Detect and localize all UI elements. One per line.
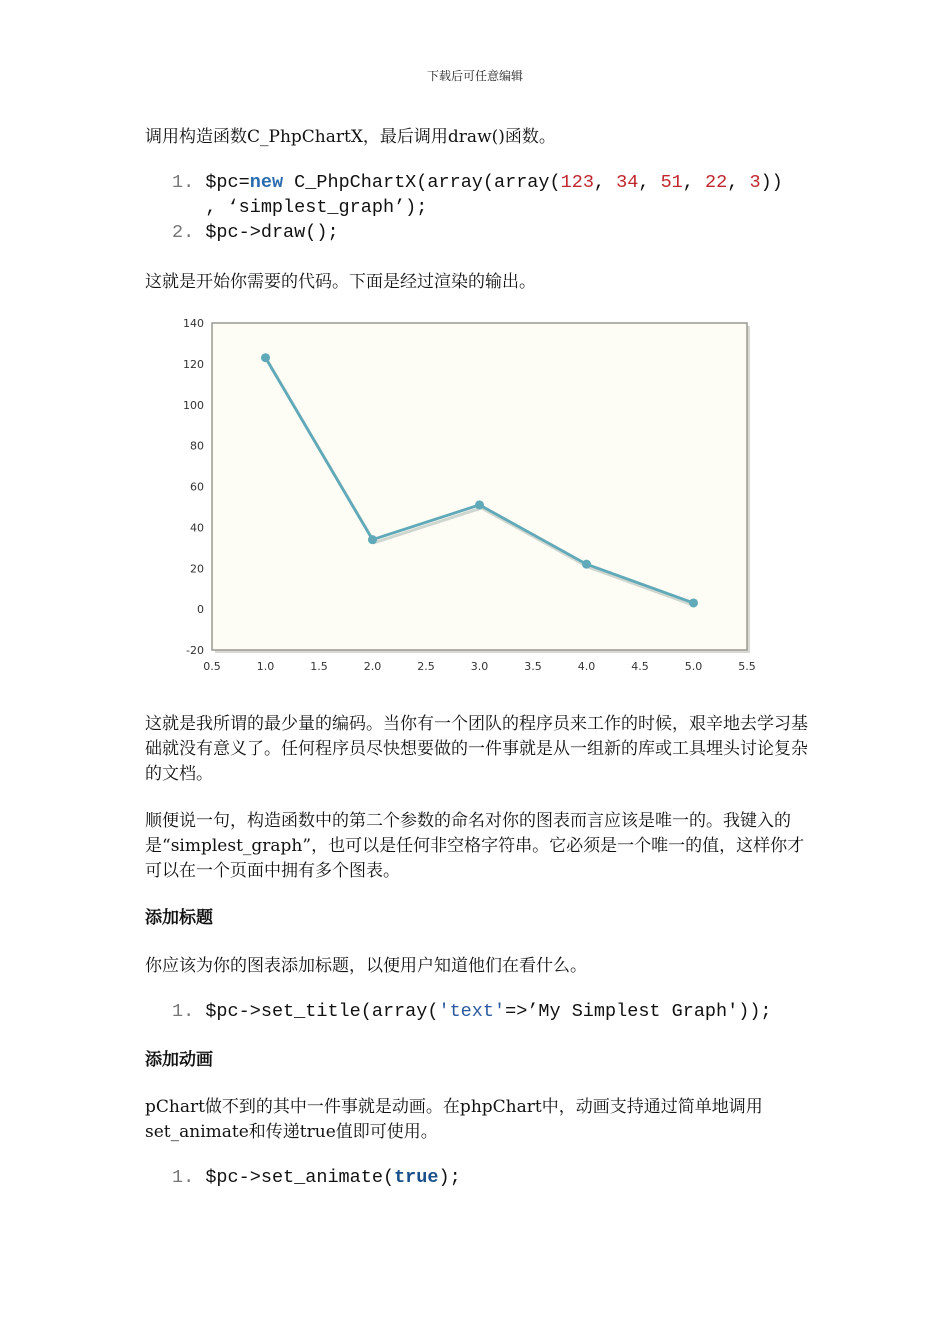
data-point bbox=[475, 500, 484, 509]
x-tick-label: 4.0 bbox=[577, 660, 596, 673]
data-point bbox=[582, 560, 591, 569]
code-token: )) bbox=[760, 172, 783, 193]
code-token: =>’My Simplest Graph')); bbox=[505, 1001, 772, 1022]
x-tick-label: 1.0 bbox=[256, 660, 275, 673]
data-point bbox=[368, 535, 377, 544]
code-block-set-animate bbox=[172, 1165, 812, 1190]
x-tick-label: 5.0 bbox=[684, 660, 703, 673]
y-tick-label: 20 bbox=[190, 562, 204, 576]
y-tick-label: 100 bbox=[183, 398, 204, 412]
line-number: 1. bbox=[172, 1167, 195, 1188]
y-tick-label: 60 bbox=[190, 480, 204, 494]
y-tick-label: 120 bbox=[183, 357, 204, 371]
y-tick-label: -20 bbox=[186, 644, 204, 657]
x-tick-label: 1.5 bbox=[310, 660, 328, 673]
x-tick-label: 0.5 bbox=[203, 660, 221, 673]
y-tick-label: 80 bbox=[190, 439, 204, 453]
y-tick-label: 0 bbox=[197, 603, 204, 617]
x-tick-label: 2.0 bbox=[363, 660, 382, 673]
code-number: 123 bbox=[560, 172, 594, 193]
x-tick-label: 3.0 bbox=[470, 660, 489, 673]
line-number: 1. bbox=[172, 1001, 195, 1022]
code-block-constructor bbox=[172, 170, 812, 245]
page-header: 下载后可任意编辑 bbox=[426, 69, 523, 83]
code-token: , bbox=[682, 172, 706, 193]
paragraph-minimal-code: 这就是我所谓的最少量的编码。当你有一个团队的程序员来工作的时候，艰辛地去学习基础就没有意义了。任何程序员尽快想要做的一件事就是从一组新的库或工具埋头讨论复杂的文档。 bbox=[145, 714, 808, 784]
code-keyword: new bbox=[249, 172, 284, 193]
heading-add-animation: 添加动画 bbox=[145, 1050, 213, 1070]
intro-text: 调用构造函数C_PhpChartX，最后调用draw()函数。 bbox=[145, 127, 556, 147]
code-token: , bbox=[593, 172, 617, 193]
code-token: C_PhpChartX(array(array( bbox=[283, 172, 561, 193]
line-number: 2. bbox=[172, 222, 195, 243]
data-point bbox=[689, 598, 698, 607]
code-number: 34 bbox=[616, 172, 639, 193]
line-chart bbox=[178, 313, 768, 678]
add-animation-text: pChart做不到的其中一件事就是动画。在phpChart中，动画支持通过简单地调用set_animate和传递true值即可使用。 bbox=[145, 1097, 763, 1142]
code-token: ); bbox=[438, 1167, 461, 1188]
line-number: 1. bbox=[172, 172, 195, 193]
code-token: , ‘simplest_graph’); bbox=[205, 197, 428, 218]
add-title-text: 你应该为你的图表添加标题，以便用户知道他们在看什么。 bbox=[145, 956, 587, 976]
code-token: $pc->draw(); bbox=[205, 222, 339, 243]
code-keyword: true bbox=[394, 1167, 439, 1188]
plot-area bbox=[212, 323, 747, 650]
x-tick-label: 3.5 bbox=[524, 660, 542, 673]
code-token: $pc->set_animate( bbox=[205, 1167, 395, 1188]
x-tick-label: 4.5 bbox=[631, 660, 649, 673]
code-number: 22 bbox=[705, 172, 728, 193]
code-string: 'text' bbox=[438, 1001, 506, 1022]
code-number: 3 bbox=[749, 172, 761, 193]
x-tick-label: 2.5 bbox=[417, 660, 435, 673]
heading-add-title: 添加标题 bbox=[145, 908, 213, 928]
y-tick-label: 140 bbox=[183, 317, 204, 330]
paragraph-unique-name: 顺便说一句，构造函数中的第二个参数的命名对你的图表而言应该是唯一的。我键入的是“simplest_graph”，也可以是任何非空格字符串。它必须是一个唯一的值，这样你才可以在一个页面中拥有多个图表。 bbox=[145, 811, 805, 881]
x-tick-label: 5.5 bbox=[738, 660, 756, 673]
code-block-set-title bbox=[172, 999, 812, 1024]
after-code-text: 这就是开始你需要的代码。下面是经过渲染的输出。 bbox=[145, 272, 536, 292]
data-point bbox=[261, 353, 270, 362]
code-token: , bbox=[727, 172, 750, 193]
code-number: 51 bbox=[660, 172, 683, 193]
code-token: $pc->set_title(array( bbox=[205, 1001, 439, 1022]
code-token: , bbox=[638, 172, 661, 193]
y-tick-label: 40 bbox=[190, 521, 204, 535]
code-token: $pc= bbox=[205, 172, 250, 193]
